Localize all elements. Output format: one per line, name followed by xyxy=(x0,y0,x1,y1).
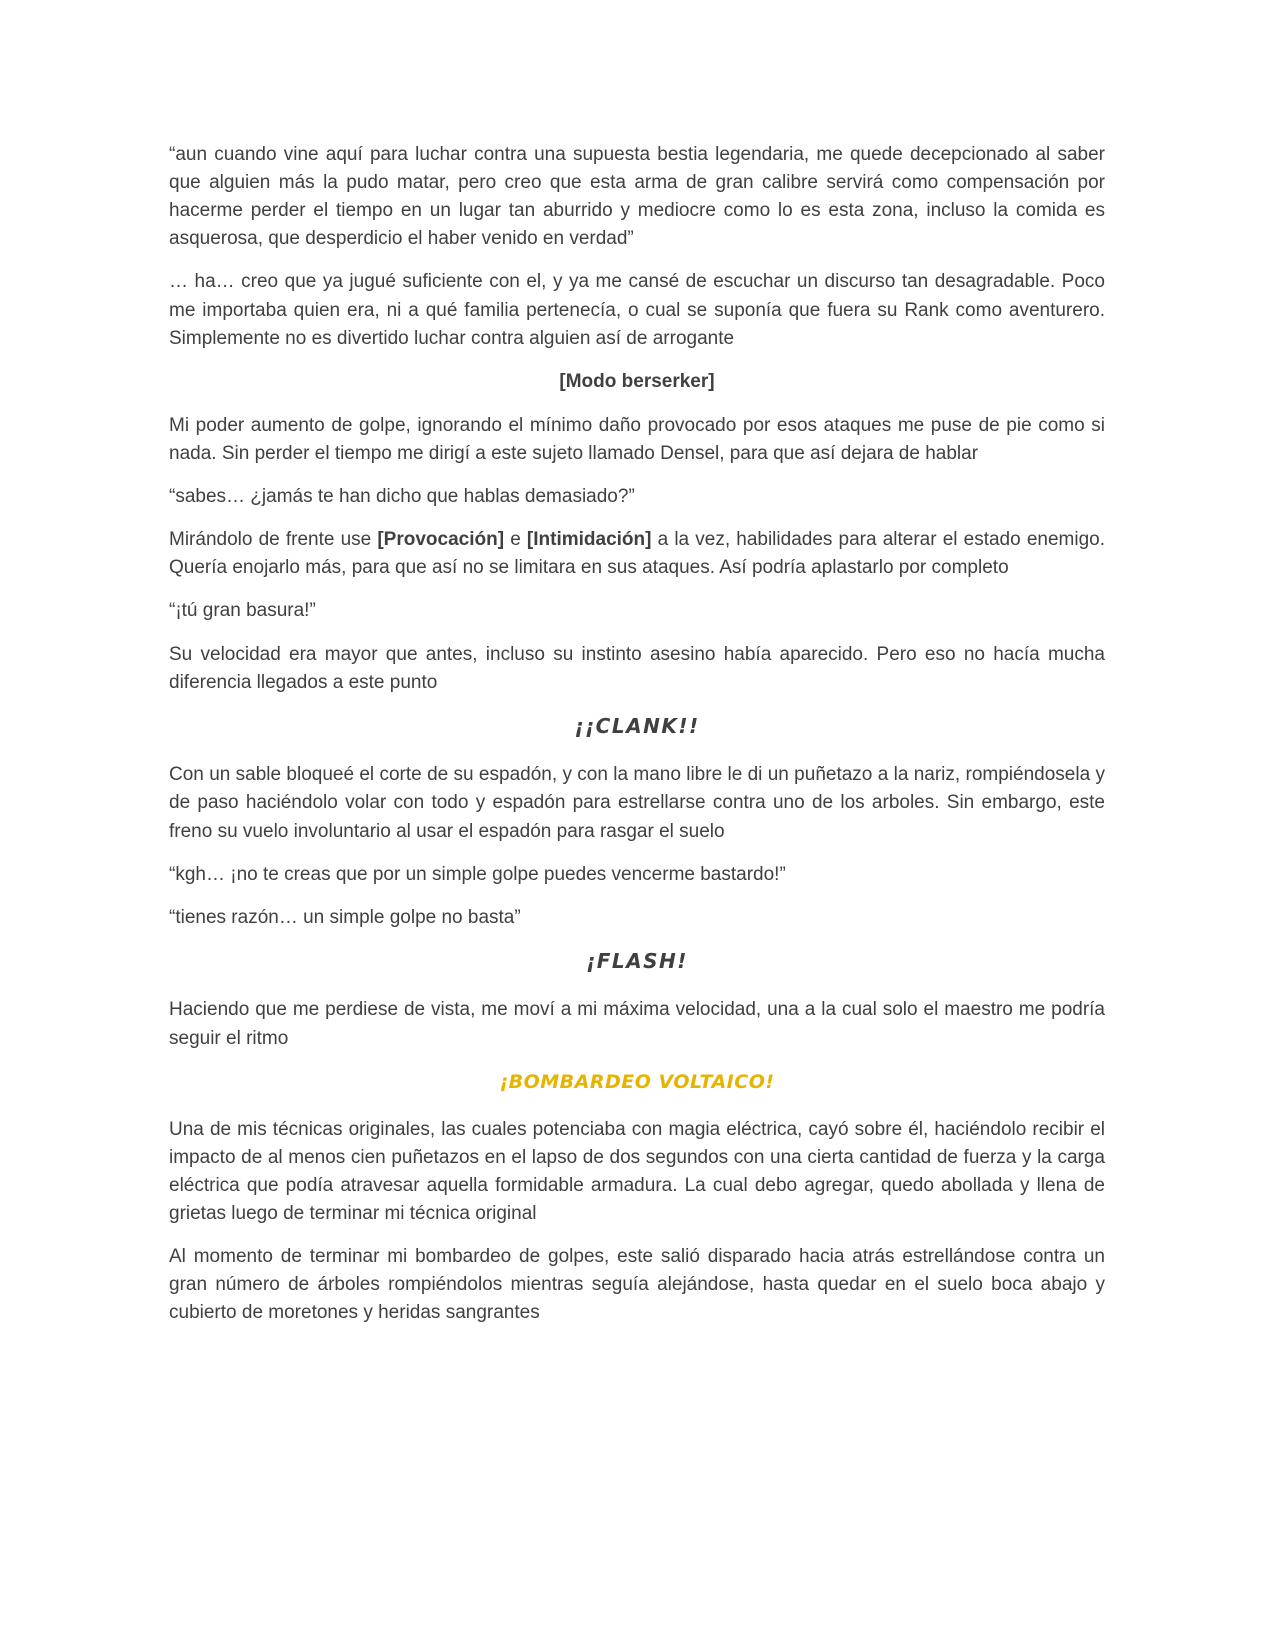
skill-intimidacion: [Intimidación] xyxy=(526,529,652,551)
paragraph-velocidad: Su velocidad era mayor que antes, incluso su instinto asesino había aparecido. Pero eso no hacía mucha diferencia llegados a este punto xyxy=(169,643,1105,693)
paragraph-skills xyxy=(169,526,1105,582)
paragraph-sable-block: Con un sable bloqueé el corte de su espadón, y con la mano libre le di un puñetazo a la nariz, rompiéndosela y de paso haciéndolo volar con todo y espadón para estrellarse contra uno de los arboles. Sin embargo, este freno su vuelo involuntario al usar el espadón para rasgar el suelo xyxy=(169,764,1105,842)
sfx-flash: ¡FLASH! xyxy=(586,948,688,973)
heading-modo-berserker: [Modo berserker] xyxy=(559,370,715,392)
paragraph-quote-disappointed: “aun cuando vine aquí para luchar contra una supuesta bestia legendaria, me quede decepcionado al saber que alguien más la pudo matar, pero creo que esta arma de gran calibre servirá como compensación por hacerme perder el tiempo en un lugar tan aburrido y mediocre como lo es esta zona, incluso la comida es asquerosa, que desperdicio el haber venido en verdad” xyxy=(169,144,1105,250)
sfx-bombardeo-voltaico: ¡BOMBARDEO VOLTAICO! xyxy=(499,1070,775,1093)
sfx-clank: ¡¡CLANK!! xyxy=(574,713,700,738)
paragraph-narration-tired: … ha… creo que ya jugué suficiente con el, y ya me cansé de escuchar un discurso tan desagradable. Poco me importaba quien era, ni a qué familia pertenecía, o cual se suponía que fuera su Rank como aventurero. Simplemente no es divertido luchar contra alguien así de arrogante xyxy=(169,271,1105,349)
paragraph-quote-tienes-razon: “tienes razón… un simple golpe no basta” xyxy=(169,906,521,928)
paragraph-skills-text-3: a la vez, habilidades para alterar el estado enemigo. Quería enojarlo más, para que así no se limitara en sus ataques. Así podría aplastarlo por completo xyxy=(169,529,1105,579)
paragraph-quote-kgh: “kgh… ¡no te creas que por un simple golpe puedes vencerme bastardo!” xyxy=(169,863,786,885)
paragraph-maxima-velocidad: Haciendo que me perdiese de vista, me moví a mi máxima velocidad, una a la cual solo el maestro me podría seguir el ritmo xyxy=(169,999,1105,1049)
paragraph-quote-hablas-demasiado: “sabes… ¿jamás te han dicho que hablas demasiado?” xyxy=(169,486,635,508)
paragraph-skills-text-1: Mirándolo de frente use xyxy=(169,529,378,551)
paragraph-quote-basura: “¡tú gran basura!” xyxy=(169,600,316,622)
paragraph-skills-text-2: e xyxy=(504,529,527,551)
paragraph-final-bombardeo: Al momento de terminar mi bombardeo de golpes, este salió disparado hacia atrás estrellándose contra un gran número de árboles rompiéndolos mientras seguía alejándose, hasta quedar en el suelo boca abajo y cubierto de moretones y heridas sangrantes xyxy=(169,1246,1105,1324)
paragraph-tecnica-original: Una de mis técnicas originales, las cuales potenciaba con magia eléctrica, cayó sobre él, haciéndolo recibir el impacto de al menos cien puñetazos en el lapso de dos segundos con una cierta cantidad de fuerza y la carga eléctrica que podía atravesar aquella formidable armadura. La cual debo agregar, quedo abollada y llena de grietas luego de terminar mi técnica original xyxy=(169,1118,1105,1225)
skill-provocacion: [Provocación] xyxy=(377,529,505,551)
paragraph-power-surge: Mi poder aumento de golpe, ignorando el mínimo daño provocado por esos ataques me puse de pie como si nada. Sin perder el tiempo me dirigí a este sujeto llamado Densel, para que así dejara de hablar xyxy=(169,414,1105,464)
